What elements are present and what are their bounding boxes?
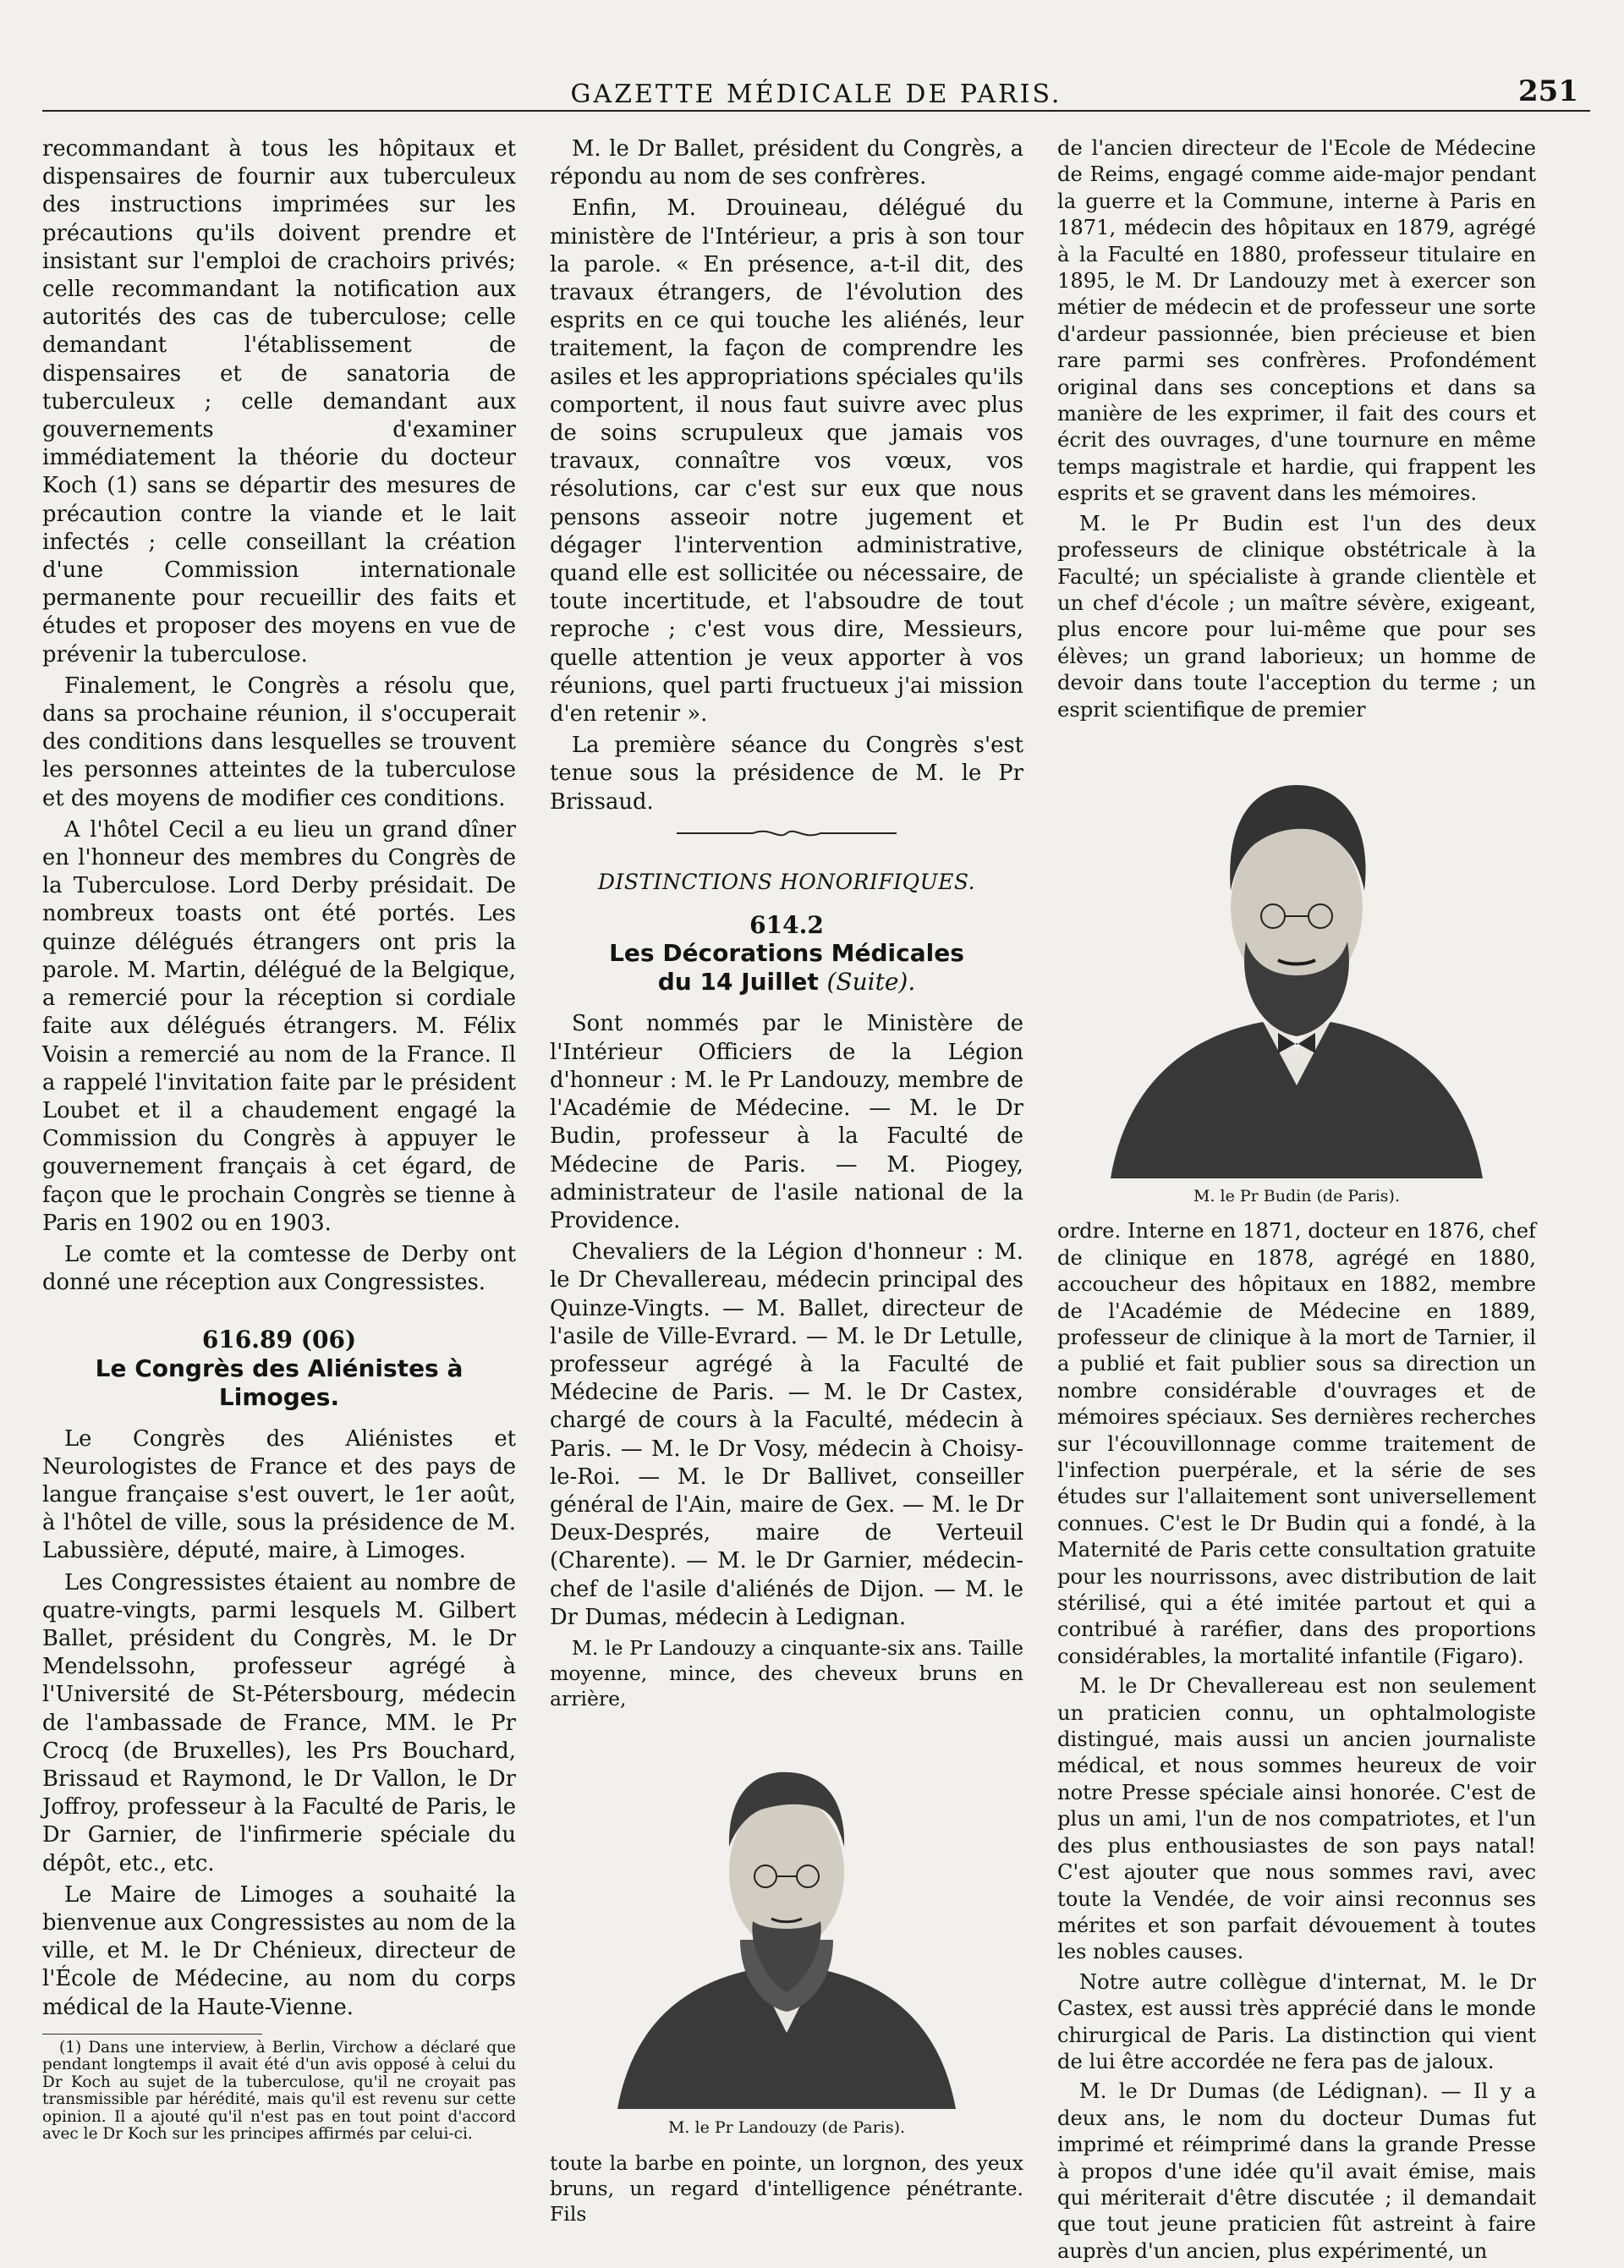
paragraph: Finalement, le Congrès a résolu que, dans sa prochaine réunion, il s'occuperait des conditions dans lesquelles se trouvent les personnes atteintes de la tuberculose et des moyens de modifier ces conditions. — [42, 673, 516, 811]
page-header — [42, 76, 1590, 112]
column-3 — [1057, 135, 1536, 2268]
paragraph: de l'ancien directeur de l'Ecole de Médecine de Reims, engagé comme aide-major pendant la guerre et la Commune, interne à Paris en 1871, médecin des hôpitaux en 1879, agrégé à la Faculté en 1880, professeur titulaire en 1895, le M. Dr Landouzy met à exercer son métier de médecin et de professeur une sorte d'ardeur passionnée, bien précieuse et bien rare parmi ses confrères. Profondément original dans ses conceptions et dans sa manière de les exprimer, il fait des cours et écrit des ouvrages, d'une tournure en même temps magistrale et hardie, qui frappent les esprits et se gravent dans les mémoires. — [1057, 136, 1536, 506]
paragraph: Le comte et la comtesse de Derby ont donné une réception aux Congressistes. — [42, 1241, 516, 1296]
paragraph: Les Congressistes étaient au nombre de quatre-vingts, parmi lesquels M. Gilbert Ballet, président du Congrès, M. le Dr Mendelssohn, professeur agrégé à l'Université de St-Pétersbourg, médecin de l'ambassade de France, MM. le Pr Crocq (de Bruxelles), les Prs Bouchard, Brissaud et Raymond, le Dr Vallon, le Dr Joffroy, professeur à la Faculté de Paris, le Dr Garnier, de l'infirmerie spéciale du dépôt, etc., etc. — [42, 1569, 516, 1876]
paragraph: Chevaliers de la Légion d'honneur : M. le Dr Chevallereau, médecin principal des Quinze-Vingts. — M. Ballet, directeur de l'asile de Ville-Evrard. — M. le Dr Letulle, professeur agrégé à la Faculté de Médecine de Paris. — M. le Dr Castex, chargé de cours à la Faculté, médecin à Paris. — M. le Dr Vosy, médecin à Choisy-le-Roi. — M. le Dr Ballivet, conseiller général de l'Ain, maire de Gex. — M. le Dr Deux-Després, maire de Verteuil (Charente). — M. le Dr Garnier, médecin-chef de l'asile d'aliénés de Dijon. — M. le Dr Dumas, médecin à Ledignan. — [550, 1239, 1023, 1630]
rubric: DISTINCTIONS HONORIFIQUES. — [597, 870, 976, 895]
paragraph: toute la barbe en pointe, un lorgnon, des yeux bruns, un regard d'intelligence pénétrante. Fils — [550, 2151, 1023, 2227]
paragraph: Le Congrès des Aliénistes et Neurologistes de France et des pays de langue française s'est ouvert, le 1er août, à l'hôtel de ville, sous la présidence de M. Labussière, député, maire, à Limoges. — [42, 1425, 516, 1564]
section-title-line: Les Décorations Médicales — [609, 939, 964, 968]
paragraph: Sont nommés par le Ministère de l'Intérieur Officiers de la Légion d'honneur : M. le Pr Landouzy, membre de l'Académie de Médecine. — M. le Dr Budin, professeur à la Faculté de Médecine de Paris. — M. Piogey, administrateur de l'asile national de la Providence. — [550, 1011, 1023, 1233]
column-2 — [550, 135, 1023, 2230]
paragraph: Le Maire de Limoges a souhaité la bienvenue aux Congressistes au nom de la ville, et M. le Dr Chénieux, directeur de l'École de Médecine, au nom du corps médical de la Haute-Vienne. — [42, 1881, 516, 2020]
page-number: 251 — [1518, 74, 1578, 108]
section-code: 616.89 (06) — [201, 1326, 357, 1354]
paragraph: A l'hôtel Cecil a eu lieu un grand dîner en l'honneur des membres du Congrès de la Tuberculose. Lord Derby présidait. De nombreux toasts ont été portés. Les quinze délégués étrangers ont pris la parole. M. Martin, délégué de la Belgique, a remercié pour la réception si cordiale faite aux délégués étrangers. M. Félix Voisin a remercié au nom de la France. Il a rappelé l'invitation faite par le président Loubet et il a chaudement engagé la Commission du Congrès à appuyer le gouvernement français à cet égard, de façon que le prochain Congrès se tienne à Paris en 1902 ou en 1903. — [42, 816, 516, 1236]
section-heading — [42, 1326, 516, 1411]
section-title-line: du 14 Juillet — [657, 968, 819, 997]
paragraph: M. le Dr Dumas (de Lédignan). — Il y a deux ans, le nom du docteur Dumas fut imprimé et réimprimé dans la grande Presse à propos d'une idée qu'il avait émise, mais qui mériterait d'être discutée ; il demandait que tout jeune praticien fût astreint à faire auprès d'un ancien, plus expérimenté, un — [1057, 2079, 1536, 2263]
figure-caption: M. le Pr Landouzy (de Paris). — [667, 2117, 906, 2137]
paragraph: Enfin, M. Drouineau, délégué du ministère de l'Intérieur, a pris à son tour la parole. « En présence, a-t-il dit, des travaux étrangers, de l'évolution des esprits en ce qui touche les aliénés, leur traitement, la façon de comprendre les asiles et les appropriations spéciales qu'ils comportent, il nous faut suivre avec plus de soins scrupuleux que jamais vos travaux, connaître vos vœux, vos résolutions, car c'est sur eux que nous pensons asseoir notre jugement et dégager l'intervention administrative, quand elle est sollicitée ou nécessaire, de toute incertitude, et l'absoudre de tout reproche ; c'est vous dire, Messieurs, quelle attention je veux apporter à vos réunions, quel parti fructueux j'ai mission d'en retenir ». — [550, 195, 1023, 728]
running-title: GAZETTE MÉDICALE DE PARIS. — [570, 80, 1062, 109]
footnote: (1) Dans une interview, à Berlin, Virchow a déclaré que pendant longtemps il avait été d'un avis opposé à celui du Dr Koch au sujet de la tuberculose, qu'il ne croyait pas transmissible par hérédité, mais qu'il est revenu sur cette opinion. Il a ajouté qu'il n'est pas en tout point d'accord avec le Dr Koch sur les principes affirmés par celui-ci. — [42, 2038, 516, 2144]
paragraph: M. le Pr Landouzy a cinquante-six ans. Taille moyenne, mince, des cheveux bruns en arrière, — [550, 1635, 1023, 1711]
section-title — [550, 939, 1023, 997]
portrait-landouzy-engraving — [584, 1728, 990, 2109]
section-code: 614.2 — [749, 911, 824, 940]
paragraph: M. le Dr Chevallereau est non seulement un praticien connu, un ophtalmologiste distingué, mais aussi un ancien journaliste médical, et nous sommes heureux de voir notre Presse spéciale ainsi honorée. C'est de plus un ami, l'un de nos compatriotes, et l'un des plus enthousiastes de son pays natal! C'est ajouter que nous sommes ravi, avec toute la Vendée, de voir ainsi reconnus ses mérites et son parfait dévouement à toutes les nobles causes. — [1057, 1674, 1536, 1964]
figure-caption: M. le Pr Budin (de Paris). — [1193, 1186, 1400, 1205]
flourish-divider — [550, 821, 1023, 849]
section-title-suite: (Suite). — [826, 968, 916, 997]
section-heading — [550, 911, 1023, 997]
section-title: Le Congrès des Aliénistes à Limoges. — [95, 1354, 464, 1411]
paragraph: La première séance du Congrès s'est tenue sous la présidence de M. le Pr Brissaud. — [550, 733, 1023, 815]
paragraph: Notre autre collègue d'internat, M. le Dr Castex, est aussi très apprécié dans le monde chirurgical de Paris. La distinction qui vient de lui être accordée ne fera pas de jaloux. — [1057, 1969, 1536, 2073]
portrait-budin-engraving — [1085, 739, 1508, 1178]
footnote-rule — [42, 2034, 262, 2035]
paragraph: M. le Pr Budin est l'un des deux professeurs de clinique obstétricale à la Faculté; un spécialiste à grande clientèle et un chef d'école ; un maître sévère, exigeant, plus encore pour lui-même que pour ses élèves; un grand laborieux; un homme de devoir dans toute l'acception du terme ; un esprit scientifique de premier — [1057, 511, 1536, 722]
paragraph: ordre. Interne en 1871, docteur en 1876, chef de clinique en 1878, agrégé en 1880, accoucheur des hôpitaux en 1882, membre de l'Académie de Médecine en 1889, professeur de clinique à la mort de Tarnier, il a publié et fait publier sous sa direction un nombre considérable d'ouvrages et de mémoires spéciaux. Ses dernières recherches sur l'écouvillonnage comme traitement de l'infection puerpérale, et la série de ses études sur l'allaitement sont universellement connues. C'est le Dr Budin qui a fondé, à la Maternité de Paris cette consultation gratuite pour les nourrissons, avec distribution de lait stérilisé, qui a été imitée partout et qui a contribué à raréfier, dans des proportions considérables, la mortalité infantile (Figaro). — [1057, 1219, 1536, 1668]
column-1 — [42, 135, 516, 2147]
paragraph: recommandant à tous les hôpitaux et dispensaires de fournir aux tuberculeux des instructions imprimées sur les précautions qu'ils doivent prendre et insistant sur l'emploi de crachoirs privés; celle recommandant la notification aux autorités des cas de tuberculose; celle demandant l'établissement de dispensaires et de sanatoria de tuberculeux ; celle demandant aux gouvernements d'examiner immédiatement la théorie du docteur Koch (1) sans se départir des mesures de précaution contre la viande et le lait infectés ; celle conseillant la création d'une Commission internationale permanente pour recueillir des faits et études et proposer des moyens en vue de prévenir la tuberculose. — [42, 136, 516, 667]
paragraph: M. le Dr Ballet, président du Congrès, a répondu au nom de ses confrères. — [550, 136, 1023, 190]
